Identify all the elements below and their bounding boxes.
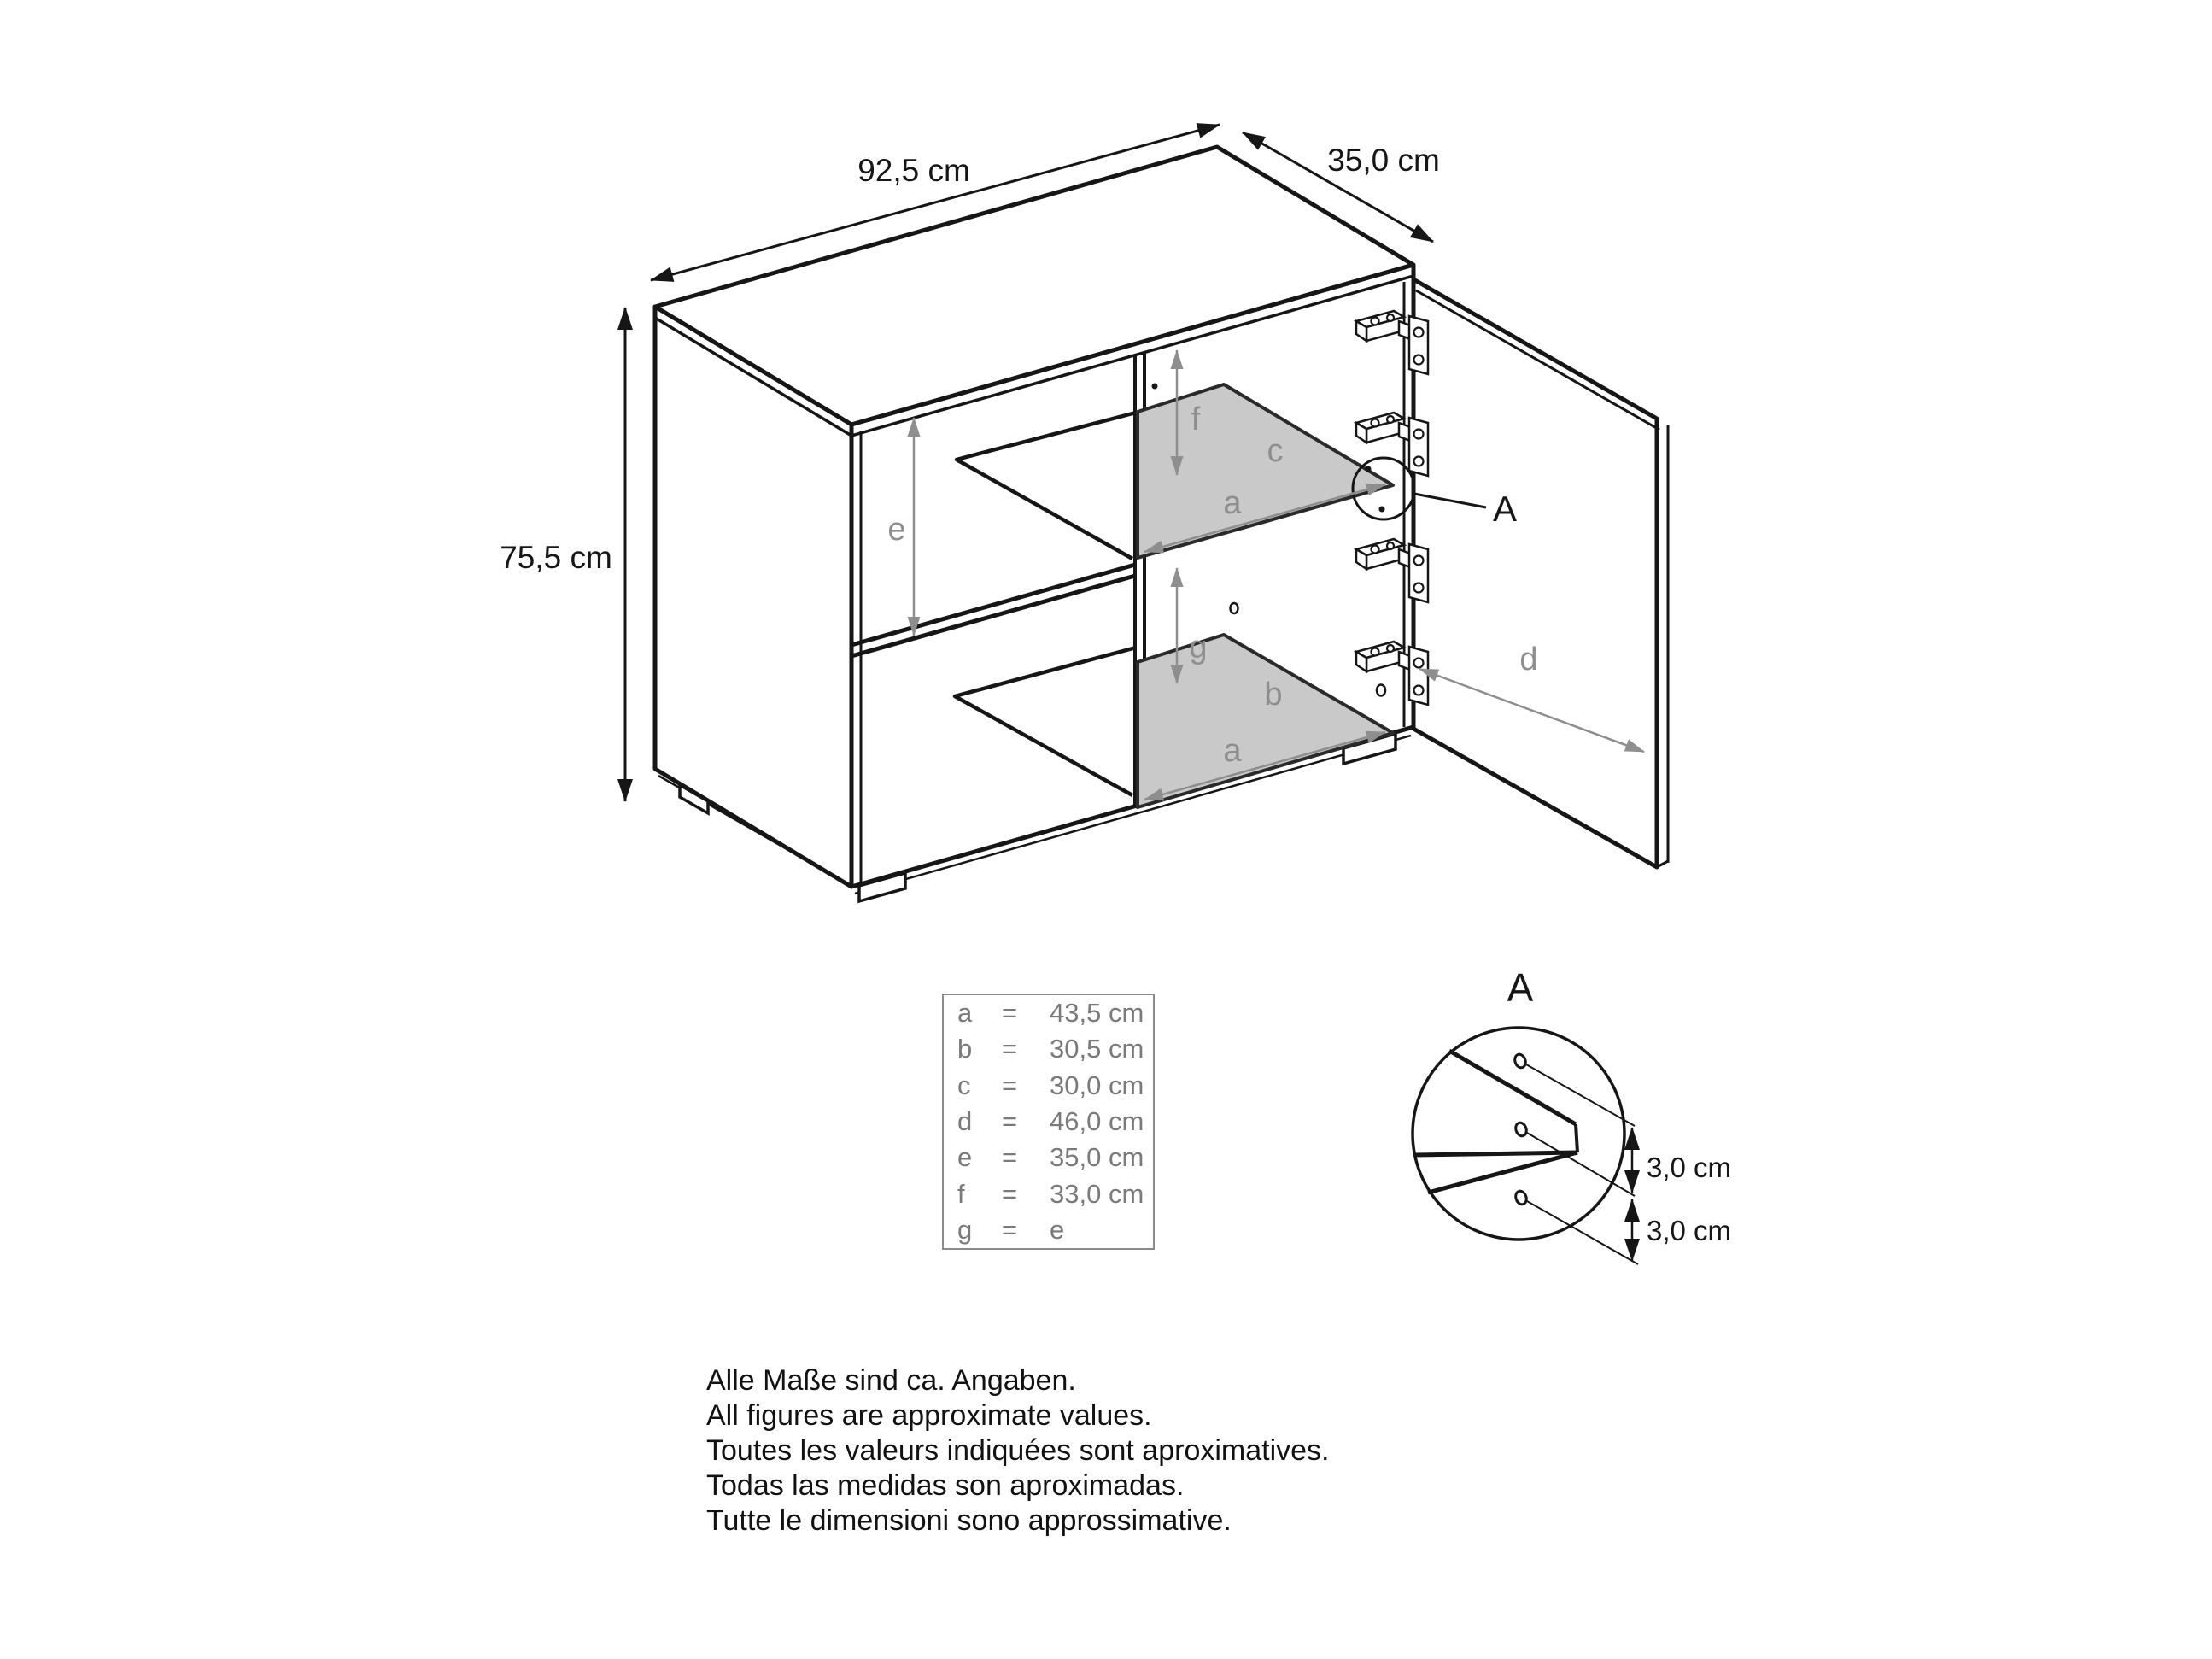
b-label: b [1264,677,1283,712]
legend-row [944,995,1153,1031]
a-lower-label: a [1223,733,1242,769]
legend-eq: = [1002,1105,1018,1136]
legend-value: 35,0 cm [1050,1142,1144,1173]
footnote-it: Tutte le dimensioni sono approssimative. [706,1504,1232,1537]
legend-row [944,1068,1153,1104]
detail-dim-bottom-label: 3,0 cm [1647,1215,1732,1246]
legend-eq: = [1002,1070,1018,1100]
legend-key: d [957,1105,973,1136]
width-dim-label: 92,5 cm [857,153,970,188]
detail-shelf-corner-edge [1576,1124,1577,1152]
c-label: c [1267,433,1284,469]
detail-title: A [1507,965,1534,1010]
footnote-fr: Toutes les valeurs indiquées sont aproximatives. [706,1434,1330,1467]
legend-key: g [957,1214,973,1245]
cabinet-carcass [655,147,1413,901]
pin-hole-icon [1377,685,1385,696]
pin-hole-icon [1366,466,1372,472]
legend-row [944,1031,1153,1067]
open-door [1413,279,1668,867]
detail-marker-label: A [1493,489,1518,529]
legend-eq: = [1002,1178,1018,1209]
footnotes [706,1363,1330,1539]
legend-value: 30,5 cm [1050,1034,1144,1064]
a-upper-label: a [1223,485,1242,521]
footnote-es: Todas las medidas son aproximadas. [706,1469,1185,1502]
legend-table [942,994,1155,1250]
footnote-de: Alle Maße sind ca. Angaben. [706,1364,1076,1397]
legend-key: f [957,1178,965,1209]
pin-hole-icon [1231,603,1238,613]
detail-dim-top-label: 3,0 cm [1647,1152,1732,1183]
legend-key: c [957,1070,971,1100]
detail-view-a [1413,965,1731,1264]
legend-row [944,1175,1153,1211]
legend-value: 33,0 cm [1050,1178,1144,1209]
height-dim-label: 75,5 cm [500,540,612,575]
legend-value: 46,0 cm [1050,1105,1144,1136]
legend-value: e [1050,1214,1065,1245]
depth-dim-label: 35,0 cm [1327,143,1440,178]
d-label: d [1519,642,1538,677]
pin-hole-icon [1379,507,1385,513]
legend-eq: = [1002,1034,1018,1064]
footnote-en: All figures are approximate values. [706,1399,1152,1432]
legend-eq: = [1002,1214,1018,1245]
legend-value: 43,5 cm [1050,998,1144,1029]
legend-eq: = [1002,1142,1018,1173]
legend-eq: = [1002,998,1018,1029]
legend-value: 30,0 cm [1050,1070,1144,1100]
g-label: g [1189,630,1208,665]
f-label: f [1191,402,1201,437]
legend-row [944,1212,1153,1248]
legend-key: b [957,1034,973,1064]
legend-key: a [957,998,973,1029]
legend-key: e [957,1142,973,1173]
legend-row [944,1104,1153,1140]
detail-shelf-front-top-edge [1414,1152,1577,1155]
e-label: e [887,512,906,548]
pin-hole-icon [1152,384,1158,390]
legend-row [944,1140,1153,1175]
door-panel [1413,279,1657,867]
